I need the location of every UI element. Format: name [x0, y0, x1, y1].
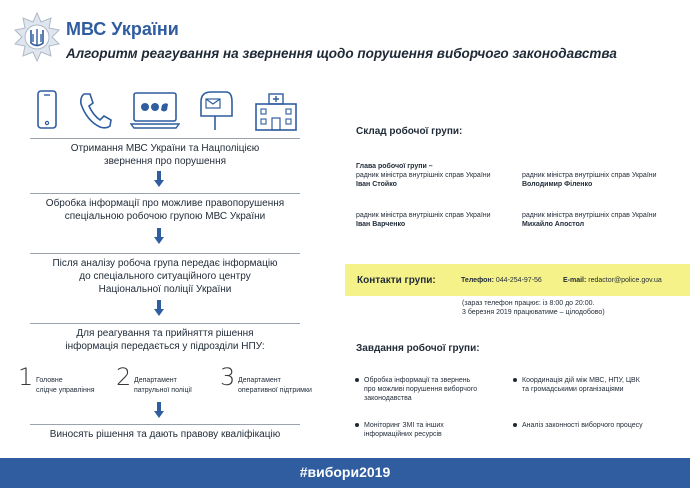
- department-number: 1: [18, 363, 34, 391]
- task-item: [522, 421, 643, 430]
- step-2-line-1: Обробка інформації про можливе правопорушення: [45, 198, 285, 209]
- member-card: [356, 211, 491, 229]
- member-name: Іван Стойко: [356, 181, 397, 188]
- step-3-line-2: до спеціального ситуаційного центру: [79, 271, 251, 282]
- task-line: Координація дій між МВС, НПУ, ЦВК: [522, 377, 640, 384]
- task-item: [364, 421, 444, 439]
- header: [0, 0, 690, 72]
- member-name: Володимир Філенко: [522, 181, 593, 188]
- step-1: [30, 142, 300, 168]
- arrow-down-icon: [154, 402, 164, 418]
- smartphone-icon: [36, 90, 58, 130]
- police-star-emblem-icon: [12, 12, 62, 62]
- social-media-icon: [130, 90, 180, 130]
- task-line: інформаційних ресурсів: [364, 431, 442, 438]
- arrow-down-icon: [154, 228, 164, 244]
- step-1-line-1: Отримання МВС України та Нацполіцією: [70, 143, 260, 154]
- contacts-note: [462, 299, 605, 317]
- member-position: радник міністра внутрішніх справ України: [522, 212, 657, 219]
- member-card: [356, 162, 491, 189]
- department-label-line: Головне: [36, 377, 63, 384]
- task-line: та громадськими організаціями: [522, 386, 624, 393]
- task-line: про можливі порушення виборчого: [364, 386, 478, 393]
- channel-icons: [30, 90, 300, 134]
- phone-icon: [78, 90, 112, 130]
- bullet-icon: [513, 423, 517, 427]
- contacts-banner: [345, 264, 690, 296]
- workgroup-title: Склад робочої групи:: [356, 126, 463, 137]
- arrow-down-icon: [154, 300, 164, 316]
- step-5: [30, 428, 300, 441]
- contacts-title: Контакти групи:: [357, 275, 436, 286]
- org-name: МВС України: [66, 19, 179, 39]
- email-address[interactable]: redactor@police.gov.ua: [588, 277, 662, 284]
- footer-banner: [0, 458, 690, 488]
- contacts-phone: [461, 277, 542, 284]
- step-2-line-2: спеціальною робочою групою МВС України: [64, 211, 266, 222]
- building-icon: [252, 90, 300, 132]
- department-label-line: Департамент: [134, 377, 177, 384]
- department-number: 2: [116, 363, 132, 391]
- step-4-line-1: Для реагування та прийняття рішення: [76, 328, 254, 339]
- task-line: Аналіз законності виборчого процесу: [522, 422, 643, 429]
- task-item: [522, 376, 640, 394]
- step-5-text: Виносять рішення та дають правову кваліфікацію: [49, 429, 281, 440]
- department-label: [134, 376, 192, 396]
- department-label: [36, 376, 95, 396]
- step-4: [30, 327, 300, 353]
- divider: [30, 323, 300, 324]
- email-label: E-mail:: [563, 277, 587, 284]
- member-name: Іван Варченко: [356, 221, 406, 228]
- member-card: [522, 171, 657, 189]
- contacts-note-line: 3 березня 2019 працюватиме – цілодобово): [462, 309, 605, 316]
- department-label-line: патрульної поліції: [134, 387, 192, 394]
- contacts-email: [563, 277, 662, 284]
- bullet-icon: [355, 378, 359, 382]
- tasks-title: Завдання робочої групи:: [356, 343, 480, 354]
- step-1-line-2: звернення про порушення: [103, 156, 227, 167]
- member-position: радник міністра внутрішніх справ України: [356, 212, 491, 219]
- hashtag: #вибори2019: [299, 464, 391, 480]
- divider: [30, 424, 300, 425]
- department-label-line: слідче управління: [36, 387, 95, 394]
- member-name: Михайло Апостол: [522, 221, 585, 228]
- member-card: [522, 211, 657, 229]
- member-role: Глава робочої групи –: [356, 163, 433, 170]
- arrow-down-icon: [154, 171, 164, 187]
- department-label: [238, 376, 312, 396]
- department-label-line: Департамент: [238, 377, 281, 384]
- step-2: [30, 197, 300, 223]
- mailbox-icon: [198, 90, 234, 132]
- phone-number[interactable]: 044-254-97-56: [495, 277, 542, 284]
- divider: [30, 193, 300, 194]
- department-number: 3: [220, 363, 236, 391]
- bullet-icon: [355, 423, 359, 427]
- divider: [30, 138, 300, 139]
- page-title: Алгоритм реагування на звернення щодо порушення виборчого законодавства: [66, 46, 617, 61]
- step-3-line-3: Національної поліції України: [98, 284, 232, 295]
- step-3-line-1: Після аналізу робоча група передає інформацію: [52, 258, 278, 269]
- task-line: Моніторинг ЗМІ та інших: [364, 422, 444, 429]
- divider: [30, 253, 300, 254]
- contacts-note-line: (зараз телефон працює: із 8:00 до 20:00.: [462, 300, 595, 307]
- task-line: Обробка інформації та звернень: [364, 377, 471, 384]
- department-label-line: оперативної підтримки: [238, 387, 312, 394]
- task-item: [364, 376, 477, 403]
- bullet-icon: [513, 378, 517, 382]
- step-4-line-2: інформація передається у підрозділи НПУ:: [65, 341, 265, 352]
- phone-label: Телефон:: [461, 277, 494, 284]
- member-position: радник міністра внутрішніх справ України: [356, 172, 491, 179]
- task-line: законодавства: [364, 395, 412, 402]
- member-position: радник міністра внутрішніх справ України: [522, 172, 657, 179]
- step-3: [30, 257, 300, 296]
